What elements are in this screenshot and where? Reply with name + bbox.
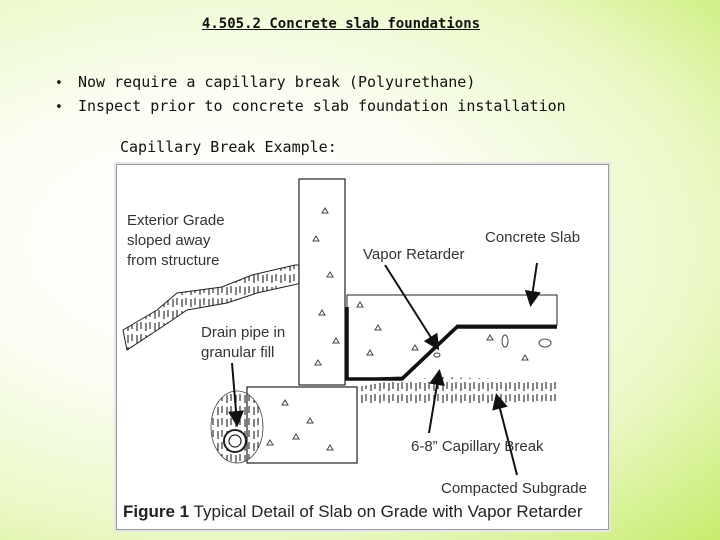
drain-label-line1: Drain pipe in bbox=[201, 324, 286, 341]
figure-caption-number: Figure 1 bbox=[123, 502, 190, 521]
grade-label-line1: Exterior Grade bbox=[127, 212, 225, 229]
slab-detail-figure bbox=[116, 164, 609, 530]
bullet-text: Now require a capillary break (Polyurethane) bbox=[78, 73, 476, 91]
slab-diagram bbox=[117, 165, 608, 529]
figure-caption bbox=[123, 502, 583, 521]
vapor-retarder-label: Vapor Retarder bbox=[363, 246, 465, 263]
grade-label-line2: sloped away bbox=[127, 232, 211, 249]
bullet-text: Inspect prior to concrete slab foundation installation bbox=[78, 97, 566, 115]
grade-label-line3: from structure bbox=[127, 252, 220, 269]
stem-wall bbox=[299, 179, 345, 385]
drain-pipe bbox=[224, 430, 246, 452]
concrete-slab-label: Concrete Slab bbox=[485, 229, 581, 246]
subgrade-arrow bbox=[497, 397, 517, 475]
bullet-item bbox=[55, 95, 566, 119]
bullet-dot: • bbox=[55, 76, 63, 91]
concrete-slab bbox=[347, 295, 557, 379]
capillary-break-gravel bbox=[357, 377, 557, 405]
drain-label-line2: granular fill bbox=[201, 344, 275, 361]
bullet-dot: • bbox=[55, 100, 63, 115]
footing bbox=[247, 387, 357, 463]
subgrade-label: Compacted Subgrade bbox=[441, 480, 587, 497]
figure-caption-text: Typical Detail of Slab on Grade with Vapor Retarder bbox=[189, 502, 583, 521]
bullet-item bbox=[55, 71, 566, 95]
capillary-break-label: 6-8” Capillary Break bbox=[411, 438, 544, 455]
slide-title: 4.505.2 Concrete slab foundations bbox=[201, 16, 481, 32]
example-label: Capillary Break Example: bbox=[120, 138, 337, 156]
bullet-list bbox=[55, 71, 566, 119]
